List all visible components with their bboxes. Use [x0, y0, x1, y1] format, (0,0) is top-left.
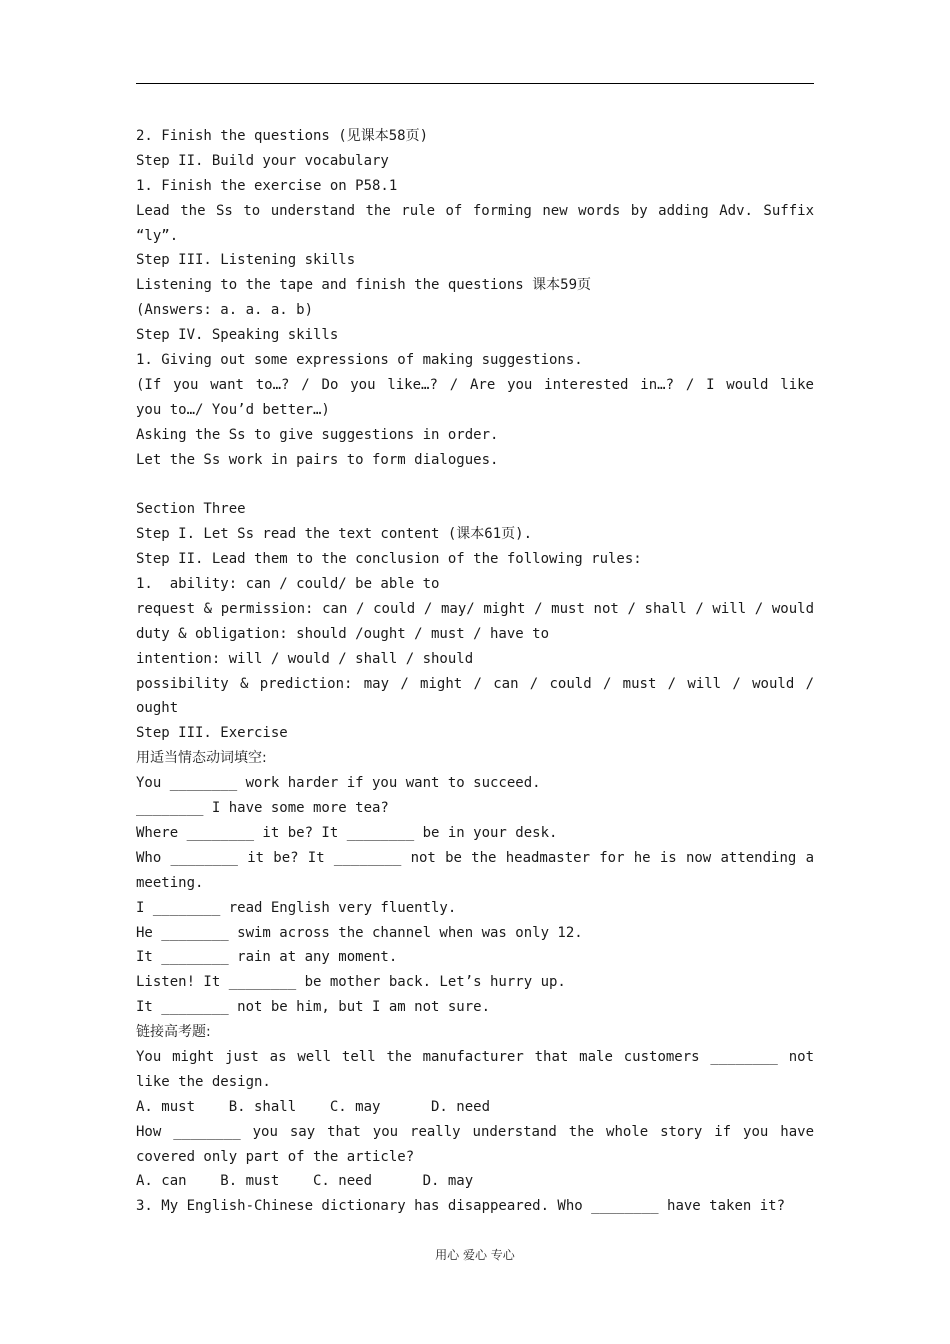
text-line: you to…/ You’d better…) — [136, 401, 330, 418]
exercise-line: Who ________ it be? It ________ not be the headmaster for he is now attending a — [136, 849, 814, 866]
text-line: possibility & prediction: may / might / can / could / must / will / would / — [136, 675, 814, 692]
text-line: Lead the Ss to understand the rule of forming new words by adding Adv. Suffix — [136, 202, 814, 219]
page-footer: 用心 爱心 专心 — [435, 1248, 515, 1262]
text-line: 1. Giving out some expressions of making suggestions. — [136, 352, 583, 369]
exercise-line: ________ I have some more tea? — [136, 800, 389, 817]
text-line: 用适当情态动词填空: — [136, 750, 267, 767]
text-line: Step I. Let Ss read the text content (课本61页). — [136, 526, 533, 543]
text-line: 链接高考题: — [136, 1024, 211, 1041]
exercise-line: He ________ swim across the channel when was only 12. — [136, 924, 583, 941]
text-line: Step IV. Speaking skills — [136, 327, 339, 344]
exercise-line: How ________ you say that you really understand the whole story if you have — [136, 1123, 814, 1140]
section-heading: Section Three — [136, 501, 246, 518]
exercise-line: Where ________ it be? It ________ be in your desk. — [136, 824, 558, 841]
text-line: Step III. Exercise — [136, 725, 288, 742]
text-line: 1. ability: can / could/ be able to — [136, 576, 440, 593]
exercise-line: I ________ read English very fluently. — [136, 899, 457, 916]
text-line: 2. Finish the questions (见课本58页) — [136, 128, 429, 144]
text-line: (Answers: a. a. a. b) — [136, 302, 314, 319]
text-line: intention: will / would / shall / should — [136, 650, 474, 667]
exercise-line: Listen! It ________ be mother back. Let’s hurry up. — [136, 974, 566, 991]
text-line: ought — [136, 700, 179, 717]
text-line: Step II. Build your vocabulary — [136, 152, 389, 169]
text-line: Asking the Ss to give suggestions in order. — [136, 426, 499, 443]
exercise-line: covered only part of the article? — [136, 1148, 415, 1165]
text-line: request & permission: can / could / may/ might / must not / shall / will / would — [136, 600, 814, 617]
text-line: duty & obligation: should /ought / must / have to — [136, 625, 550, 642]
text-line: 1. Finish the exercise on P58.1 — [136, 177, 398, 194]
exercise-line: like the design. — [136, 1073, 271, 1090]
answer-options: A. must B. shall C. may D. need — [136, 1098, 491, 1115]
document-body — [136, 124, 814, 1219]
header-rule — [136, 83, 814, 84]
text-line: Listening to the tape and finish the questions 课本59页 — [136, 277, 592, 294]
text-line: Let the Ss work in pairs to form dialogues. — [136, 451, 499, 468]
exercise-line: It ________ rain at any moment. — [136, 949, 398, 966]
exercise-line: You ________ work harder if you want to succeed. — [136, 775, 541, 792]
exercise-line: It ________ not be him, but I am not sure. — [136, 999, 491, 1016]
blank-line — [136, 472, 814, 497]
text-line: Step III. Listening skills — [136, 252, 356, 269]
text-line: “ly”. — [136, 227, 179, 244]
exercise-line: You might just as well tell the manufacturer that male customers ________ not — [136, 1048, 814, 1065]
exercise-line: meeting. — [136, 874, 204, 891]
answer-options: A. can B. must C. need D. may — [136, 1173, 474, 1190]
exercise-line: 3. My English-Chinese dictionary has disappeared. Who ________ have taken it? — [136, 1198, 786, 1215]
text-line: (If you want to…? / Do you like…? / Are you interested in…? / I would like — [136, 376, 814, 393]
text-line: Step II. Lead them to the conclusion of the following rules: — [136, 551, 642, 568]
